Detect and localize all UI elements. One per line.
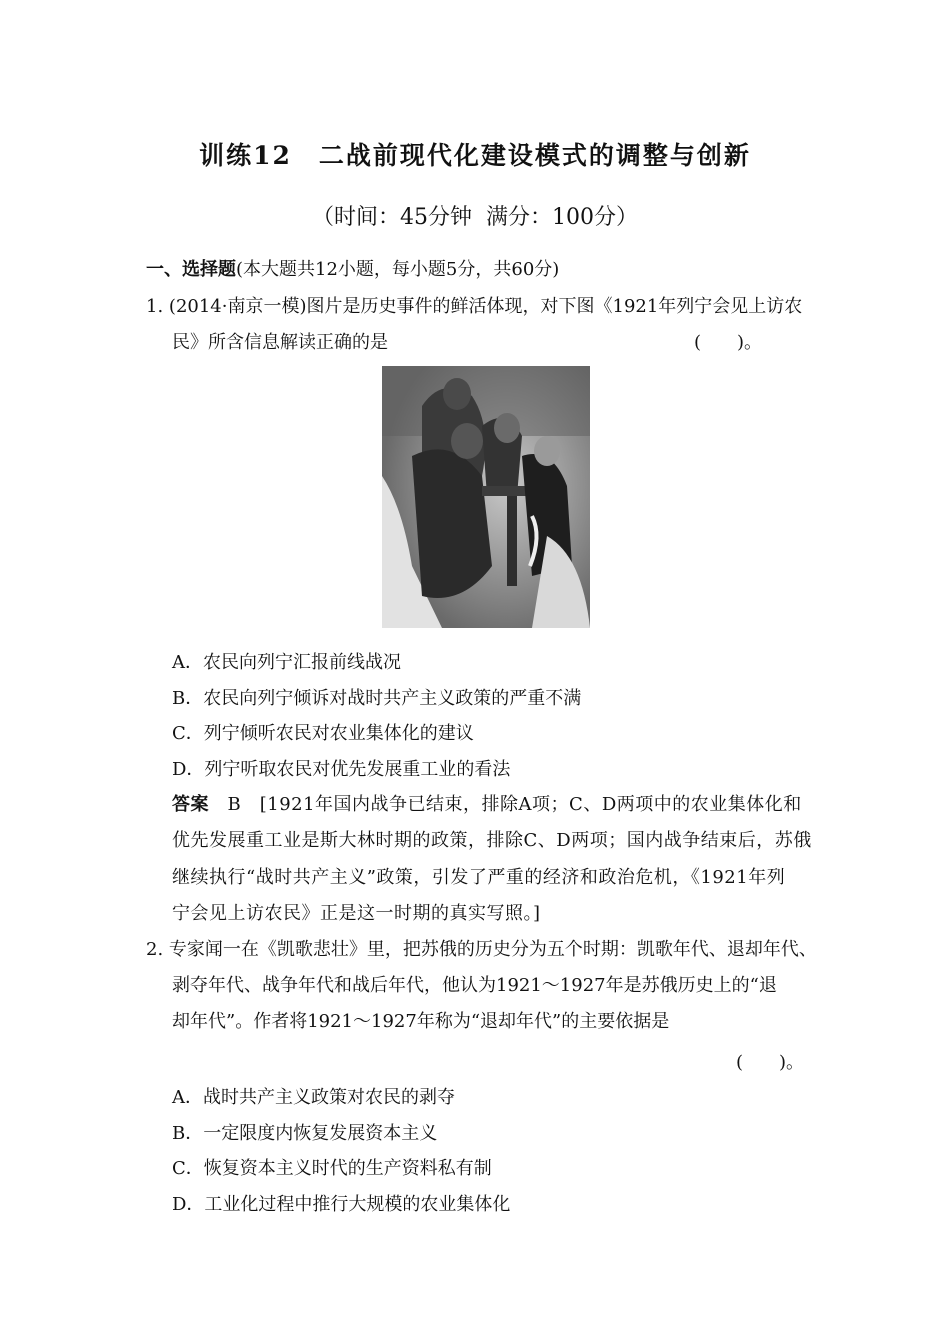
- q2-text-line2: 剥夺年代、战争年代和战后年代，他认为1921～1927年是苏俄历史上的“退: [172, 975, 777, 996]
- q1-answer-paren: ( )。: [694, 332, 763, 353]
- section-note: (本大题共12小题，每小题5分，共60分): [236, 259, 560, 280]
- q2-text-line1: 专家闻一在《凯歌悲壮》里，把苏俄的历史分为五个时期：凯歌年代、退却年代、: [168, 939, 817, 960]
- section-heading: [146, 258, 559, 282]
- q1-option-d: D．列宁听取农民对优先发展重工业的看法: [172, 759, 511, 780]
- q2-option-a: A．战时共产主义政策对农民的剥夺: [172, 1087, 455, 1108]
- q2-text-line3: 却年代”。作者将1921～1927年称为“退却年代”的主要依据是: [172, 1011, 670, 1032]
- q1-text-line1: 图片是历史事件的鲜活体现，对下图《1921年列宁会见上访农: [306, 296, 803, 317]
- q1-text-line2: 民》所含信息解读正确的是: [172, 332, 388, 353]
- q2-option-b: B．一定限度内恢复发展资本主义: [172, 1123, 438, 1144]
- q1-answer-line4: 宁会见上访农民》正是这一时期的真实写照。]: [172, 903, 541, 924]
- q2-line1: [146, 938, 817, 962]
- lenin-meeting-peasants-image: [382, 366, 590, 628]
- q1-photo: [382, 366, 590, 628]
- document-title: 训练12 二战前现代化建设模式的调整与创新: [199, 141, 751, 170]
- q1-answer-text-1: B [1921年国内战争已结束，排除A项；C、D两项中的农业集体化和: [209, 794, 802, 815]
- q1-answer-line1: [172, 793, 802, 817]
- q1-answer-label: 答案: [172, 794, 209, 815]
- q1-answer-line3: 继续执行“战时共产主义”政策，引发了严重的经济和政治危机，《1921年列: [172, 867, 786, 888]
- q2-answer-paren: ( )。: [736, 1052, 805, 1073]
- q2-option-c: C．恢复资本主义时代的生产资料私有制: [172, 1158, 492, 1179]
- q2-number: 2.: [146, 939, 164, 960]
- q1-line1: [146, 295, 802, 319]
- q1-number: 1.: [146, 296, 164, 317]
- q1-answer-line2: 优先发展重工业是斯大林时期的政策，排除C、D两项；国内战争结束后，苏俄: [172, 830, 812, 851]
- document-subtitle: （时间：45分钟 满分：100分）: [312, 205, 638, 230]
- q1-option-c: C．列宁倾听农民对农业集体化的建议: [172, 723, 474, 744]
- q1-source: (2014·南京一模): [168, 296, 307, 317]
- q2-option-d: D．工业化过程中推行大规模的农业集体化: [172, 1194, 511, 1215]
- q1-option-a: A．农民向列宁汇报前线战况: [172, 652, 401, 673]
- q1-option-b: B．农民向列宁倾诉对战时共产主义政策的严重不满: [172, 688, 582, 709]
- section-label: 一、选择题: [146, 259, 236, 280]
